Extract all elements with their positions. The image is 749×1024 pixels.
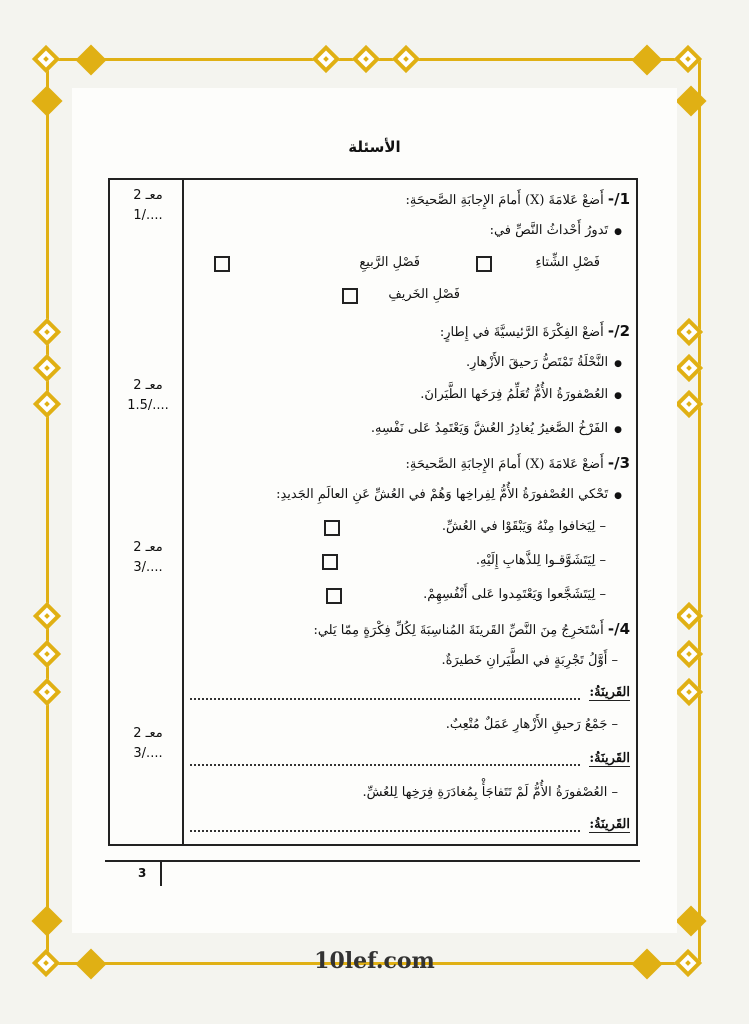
list-item[interactable]: ● العُصْفورَةُ الأُمُّ تُعَلِّمُ فِرَخَها الطَّيَرانَ. (190, 384, 622, 406)
grade: 1.5/.... (127, 398, 169, 413)
option-text: فَصْلِ الشِّتاءِ (535, 255, 600, 270)
list-item[interactable]: ● النَّحْلَةُ تَمْتَصُّ رَحيقَ الأَزْهارِ. (190, 352, 622, 374)
criterion: معـ 2 (133, 378, 163, 393)
question-text: أَضعْ الفِكْرَةَ الرَّئيسيَّةَ في إِطارٍ: (439, 325, 604, 340)
grade: 1/.... (133, 208, 163, 223)
option-row (190, 584, 630, 606)
grade: 3/.... (133, 746, 163, 761)
question-stem: ● تَحْكي العُصْفورَةُ الأُمُّ لِفِراخِها وَهُمْ في العُشِّ عَنِ العالَمِ الجَديدِ: (190, 484, 622, 506)
ornament-icon (675, 85, 706, 116)
ornament-icon (33, 354, 61, 382)
ornament-icon (33, 602, 61, 630)
score-cell (118, 186, 178, 226)
option-text: – لِيَتَشَوَّقـوا لِلذَّهابِ إِلَيْهِ. (476, 550, 606, 572)
ornament-icon (31, 905, 62, 936)
ornament-icon (31, 85, 62, 116)
evidence-label: القَرينَةُ: (589, 817, 630, 832)
answer-line[interactable] (190, 816, 580, 832)
score-cell (118, 724, 178, 764)
option-text: – لِيَخافوا مِنْهُ وَيَبْقَوْا في العُشِّ. (442, 516, 606, 538)
ornament-icon (631, 44, 662, 75)
footer-separator (160, 862, 162, 886)
idea-item: – أَوَّلُ تَجْرِبَةٍ في الطَّيَرانِ خَطيرَةٌ. (190, 650, 618, 672)
checkbox[interactable] (324, 520, 340, 536)
option-text: فَصْلِ الرَّبيعِ (359, 255, 420, 270)
idea-item: – العُصْفورَةُ الأُمُّ لَمْ تَتَفاجَأْ بِمُغادَرَةِ فِرَخِها لِلعُشِّ. (190, 782, 618, 804)
question-stem: ● تَدورُ أَحْداثُ النَّصِّ في: (190, 220, 622, 242)
page-number: 3 (138, 866, 147, 880)
question-4 (190, 618, 630, 640)
question-1 (190, 188, 630, 210)
answer-line[interactable] (190, 750, 580, 766)
option-row (190, 516, 630, 538)
site-watermark: 10lef.com (314, 948, 435, 974)
ornament-icon (32, 45, 60, 73)
frame-right (698, 60, 701, 964)
checkbox[interactable] (326, 588, 342, 604)
ornament-icon (352, 45, 380, 73)
question-text: أَضعْ عَلامَةَ (X) أَمامَ الإِجابَةِ الصَّحيحَةِ: (405, 457, 604, 472)
option-text: – لِيَتَشَجَّعوا وَيَعْتَمِدوا عَلى أَنْفُسِهِمْ. (423, 584, 606, 606)
options-row (190, 284, 630, 306)
ornament-icon (312, 45, 340, 73)
question-text: أَسْتَخرِجُ مِنَ النَّصِّ القَرينَةَ المُناسِبَةَ لِكُلِّ فِكْرَةٍ مِمّا يَلي: (313, 623, 604, 638)
question-3 (190, 452, 630, 474)
answer-line[interactable] (190, 684, 580, 700)
evidence-row (190, 748, 630, 770)
list-item[interactable]: ● الفَرْخُ الصَّغيرُ يُغادِرُ العُشَّ وَيَعْتَمِدُ عَلى نَفْسِهِ. (190, 418, 622, 440)
evidence-label: القَرينَةُ: (589, 685, 630, 700)
score-cell (118, 376, 178, 416)
criterion: معـ 2 (133, 188, 163, 203)
evidence-row (190, 814, 630, 836)
question-number: 1/- (607, 190, 630, 208)
frame-left (46, 60, 49, 964)
question-2 (190, 320, 630, 342)
ornament-icon (33, 640, 61, 668)
checkbox[interactable] (342, 288, 358, 304)
checkbox[interactable] (322, 554, 338, 570)
questions-table (108, 178, 638, 846)
question-number: 4/- (607, 620, 630, 638)
page-title: الأسئلة (348, 138, 401, 156)
idea-item: – جَمْعُ رَحيقِ الأَزْهارِ عَمَلٌ مُتْعِبٌ. (190, 714, 618, 736)
ornament-icon (675, 905, 706, 936)
option-row (190, 550, 630, 572)
evidence-label: القَرينَةُ: (589, 751, 630, 766)
question-number: 2/- (607, 322, 630, 340)
ornament-icon (33, 318, 61, 346)
ornament-icon (33, 390, 61, 418)
grade: 3/.... (133, 560, 163, 575)
question-number: 3/- (607, 454, 630, 472)
column-divider (182, 180, 184, 844)
criterion: معـ 2 (133, 726, 163, 741)
ornament-icon (392, 45, 420, 73)
question-text: أَضعْ عَلامَةَ (X) أَمامَ الإِجابَةِ الصَّحيحَةِ: (405, 193, 604, 208)
footer-rule (105, 860, 640, 862)
options-row (190, 252, 630, 274)
checkbox[interactable] (476, 256, 492, 272)
score-cell (118, 538, 178, 578)
checkbox[interactable] (214, 256, 230, 272)
evidence-row (190, 682, 630, 704)
ornament-icon (33, 678, 61, 706)
option-text: فَصْلِ الخَريفِ (388, 287, 460, 302)
ornament-icon (75, 44, 106, 75)
criterion: معـ 2 (133, 540, 163, 555)
